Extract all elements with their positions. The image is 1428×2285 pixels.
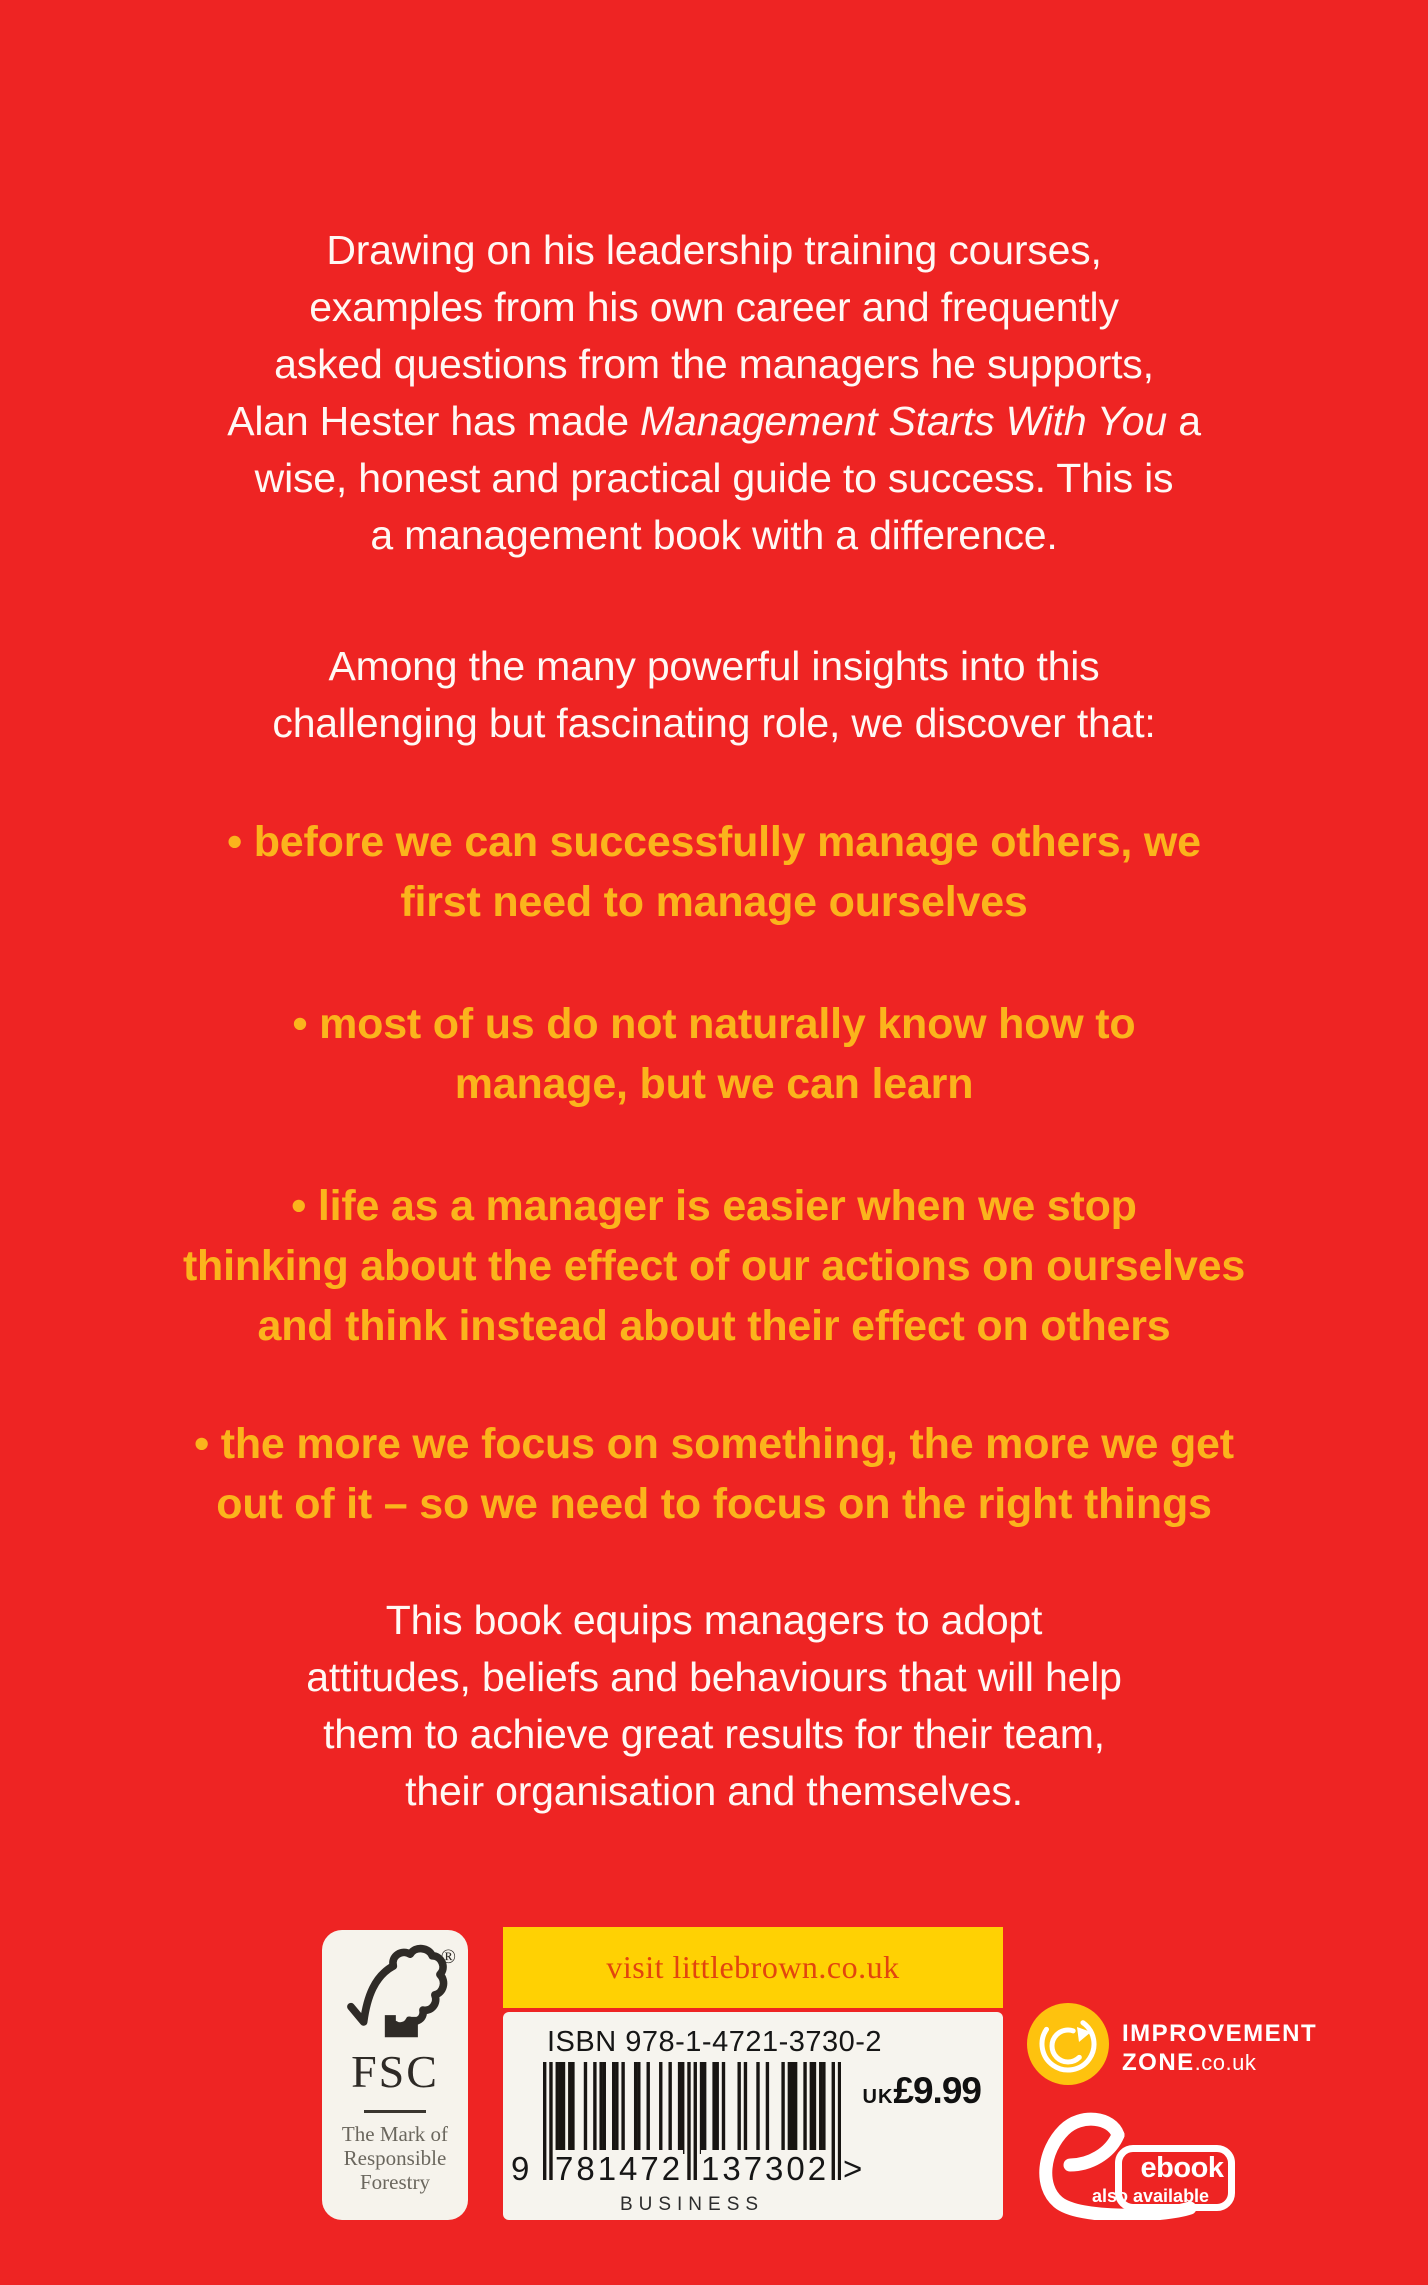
bullet-point-4 [0,1414,1428,1534]
price-region: UK [862,2086,894,2108]
ebook-label: ebook [1140,2152,1224,2184]
bullet-line: • the more we focus on something, the more we get [194,1420,1234,1468]
bullet-line: thinking about the effect of our actions on ourselves [182,1242,1246,1290]
improvement-zone-logo [1027,2002,1317,2092]
bullet-point-1 [0,812,1428,932]
blurb-line: examples from his own career and frequently [309,284,1119,330]
blurb-line: wise, honest and practical guide to success. This is [254,455,1174,501]
blurb-line: challenging but fascinating role, we discover that: [272,700,1156,746]
improvement-zone-line2 [1122,2049,1317,2077]
barcode-box [503,2012,1003,2220]
book-title-italic: Management Starts With You [640,398,1168,444]
publisher-website-banner [503,1927,1003,2008]
bullet-line: manage, but we can learn [454,1060,974,1108]
barcode-quiet-zone-arrow: > [843,2150,863,2187]
blurb-line: Among the many powerful insights into this [328,643,1100,689]
price [863,2070,981,2112]
blurb-paragraph-2 [0,638,1428,752]
improvement-zone-name: ZONE [1122,2049,1195,2076]
blurb-line-text: a [1167,398,1201,444]
fsc-divider [364,2110,426,2113]
bullet-point-3 [0,1176,1428,1356]
blurb-line: their organisation and themselves. [405,1768,1023,1814]
blurb-line-text: Alan Hester has made [227,398,641,444]
bullet-line: • most of us do not naturally know how to [292,1000,1136,1048]
fsc-tagline-line: The Mark of [341,2122,449,2146]
ebook-available-badge [1030,2110,1245,2220]
fsc-wordmark: FSC [351,2046,439,2097]
isbn-number: ISBN 978-1-4721-3730-2 [547,2026,883,2058]
improvement-zone-line1: IMPROVEMENT [1122,2020,1318,2047]
bullet-line: out of it – so we need to focus on the right things [216,1480,1212,1528]
barcode-digit-lead: 9 [511,2150,530,2187]
blurb-line: Drawing on his leadership training courses, [326,227,1102,273]
book-category: BUSINESS [619,2194,765,2215]
barcode-digits-left: 781472 [555,2150,684,2187]
blurb-line [0,393,1428,450]
fsc-certification-box [322,1930,468,2220]
fsc-tagline-line: Forestry [360,2170,430,2194]
improvement-zone-domain: .co.uk [1194,2050,1257,2075]
blurb-paragraph-3 [0,1592,1428,1820]
blurb-paragraph-1 [0,222,1428,564]
blurb-line: them to achieve great results for their team, [323,1711,1105,1757]
bullet-line: first need to manage ourselves [400,878,1028,926]
bullet-line: • before we can successfully manage others, we [227,818,1201,866]
ebook-sublabel: also available [1092,2186,1210,2206]
blurb-line: a management book with a difference. [370,512,1058,558]
cycle-arrows-icon [1027,2002,1109,2086]
price-amount: £9.99 [893,2070,981,2111]
barcode-digits-right: 137302 [701,2150,830,2187]
fsc-tree-checkmark-icon [341,1944,449,2044]
bullet-line: and think instead about their effect on others [257,1302,1171,1350]
registered-trademark-symbol: ® [440,1946,456,1968]
blurb-line: This book equips managers to adopt [385,1597,1043,1643]
bullet-line: • life as a manager is easier when we stop [291,1182,1137,1230]
blurb-line: attitudes, beliefs and behaviours that will help [306,1654,1122,1700]
blurb-line: asked questions from the managers he supports, [274,341,1154,387]
fsc-tagline [322,2122,468,2194]
improvement-zone-wordmark [1122,2020,1317,2077]
fsc-tagline-line: Responsible [343,2146,447,2170]
bullet-point-2 [0,994,1428,1114]
publisher-website-link: visit littlebrown.co.uk [606,1949,900,1985]
